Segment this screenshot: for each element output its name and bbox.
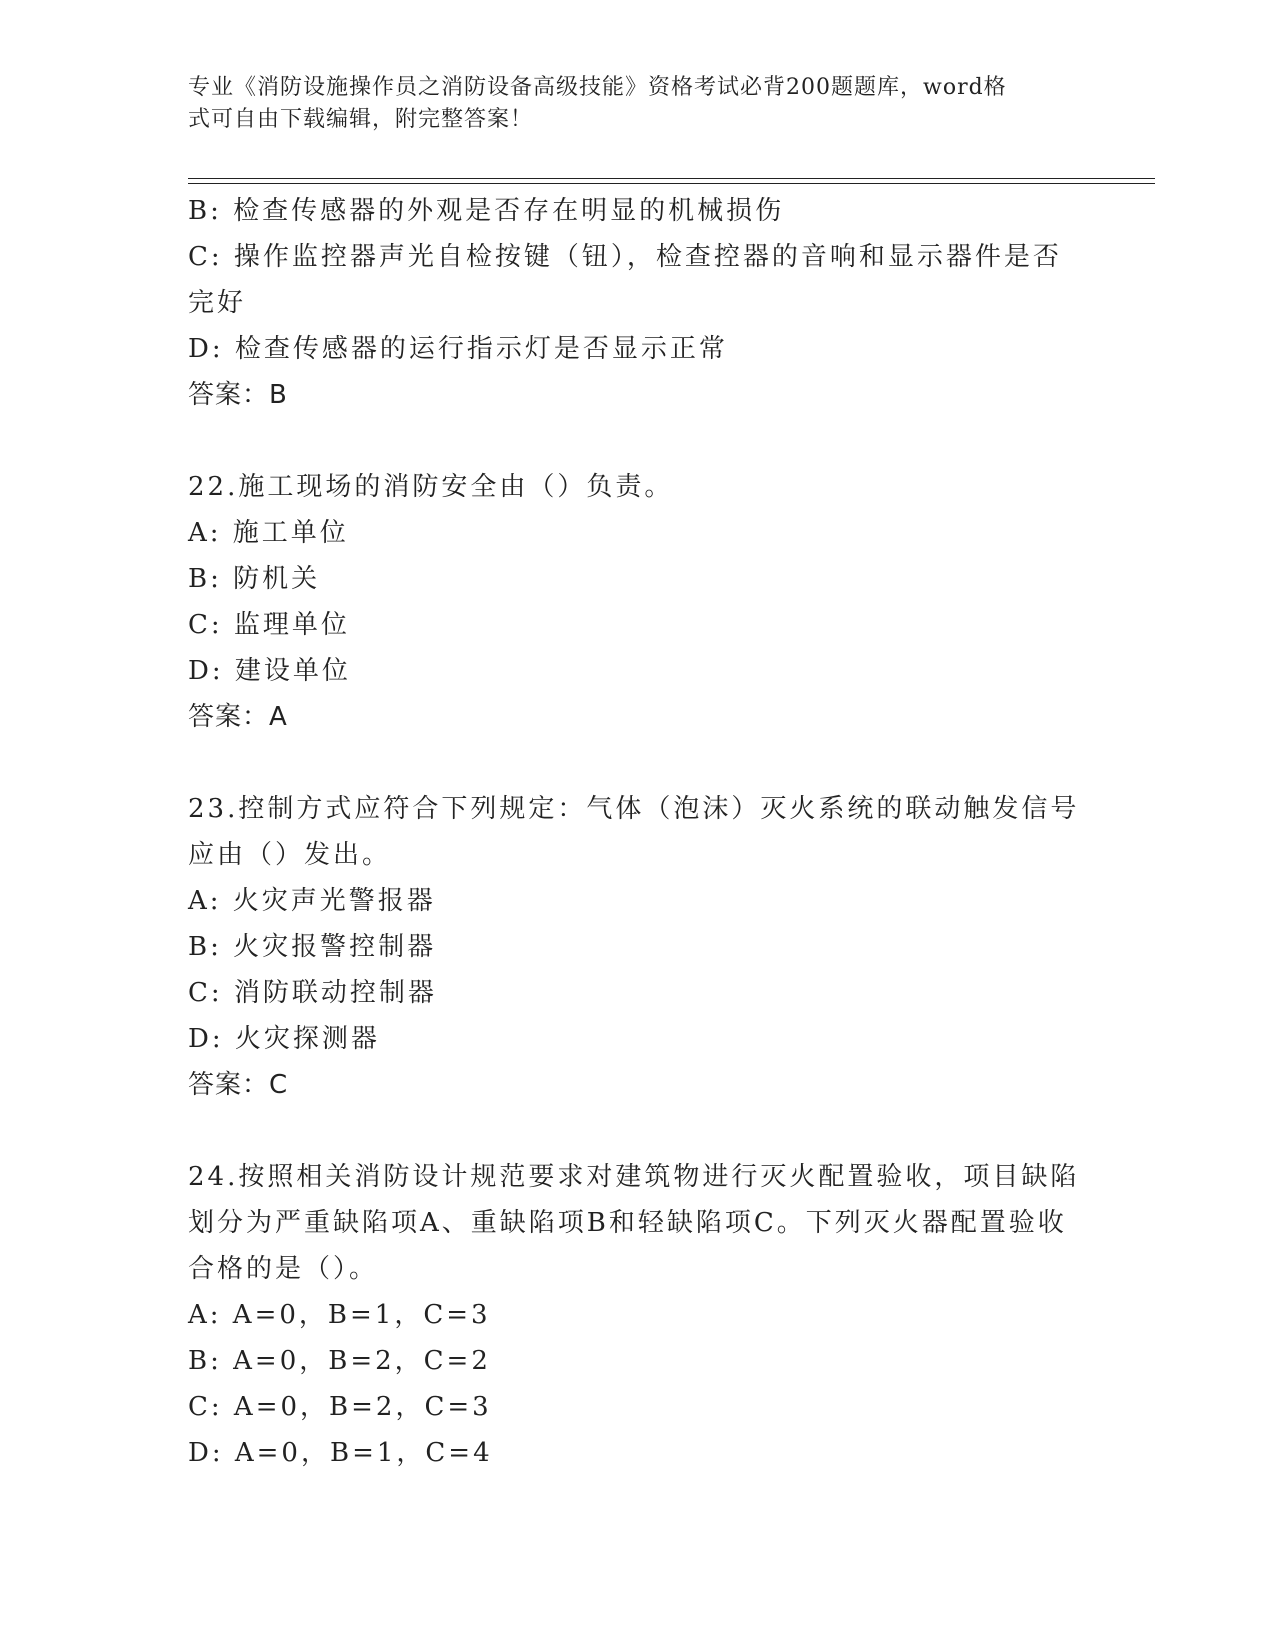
q23-option-d: D: 火灾探测器 <box>188 1024 380 1054</box>
q21-option-d: D: 检查传感器的运行指示灯是否显示正常 <box>188 334 728 364</box>
q23-option-c: C: 消防联动控制器 <box>188 978 437 1008</box>
header-line-1: 专业《消防设施操作员之消防设备高级技能》资格考试必背200题题库，word格 <box>188 75 1007 100</box>
q23-option-a: A: 火灾声光警报器 <box>188 886 436 916</box>
q24-stem-line-2: 划分为严重缺陷项A、重缺陷项B和轻缺陷项C。下列灭火器配置验收 <box>188 1208 1067 1238</box>
q22-answer: 答案：A <box>188 702 288 732</box>
q23-answer: 答案：C <box>188 1070 289 1100</box>
q23-option-b: B: 火灾报警控制器 <box>188 932 437 962</box>
document-header <box>188 72 1068 136</box>
question-21-block <box>188 188 1088 418</box>
header-line-2: 式可自由下载编辑，附完整答案！ <box>188 107 534 132</box>
header-divider-top <box>188 178 1155 179</box>
q22-stem: 22.施工现场的消防安全由（）负责。 <box>188 472 674 502</box>
q21-option-c-line-1: C: 操作监控器声光自检按键（钮），检查控器的音响和显示器件是否 <box>188 242 1062 272</box>
q24-option-d: D: A=0，B=1，C=4 <box>188 1438 493 1468</box>
q24-option-c: C: A=0，B=2，C=3 <box>188 1392 492 1422</box>
q21-option-c-line-2: 完好 <box>188 288 247 318</box>
q22-option-b: B: 防机关 <box>188 564 321 594</box>
q24-stem-line-1: 24.按照相关消防设计规范要求对建筑物进行灭火配置验收，项目缺陷 <box>188 1162 1080 1192</box>
q23-stem-line-2: 应由（）发出。 <box>188 840 392 870</box>
question-content <box>188 188 1088 1476</box>
q21-answer: 答案：B <box>188 380 288 410</box>
header-divider-bottom <box>188 183 1155 184</box>
q22-option-a: A: 施工单位 <box>188 518 349 548</box>
q22-option-c: C: 监理单位 <box>188 610 350 640</box>
q22-option-d: D: 建设单位 <box>188 656 351 686</box>
q24-option-b: B: A=0，B=2，C=2 <box>188 1346 491 1376</box>
q24-option-a: A: A=0，B=1，C=3 <box>188 1300 491 1330</box>
question-23-block <box>188 786 1088 1108</box>
q21-option-b: B: 检查传感器的外观是否存在明显的机械损伤 <box>188 196 785 226</box>
q23-stem-line-1: 23.控制方式应符合下列规定：气体（泡沫）灭火系统的联动触发信号 <box>188 794 1080 824</box>
question-22-block <box>188 464 1088 740</box>
q24-stem-line-3: 合格的是（）。 <box>188 1254 379 1284</box>
question-24-block <box>188 1154 1088 1476</box>
